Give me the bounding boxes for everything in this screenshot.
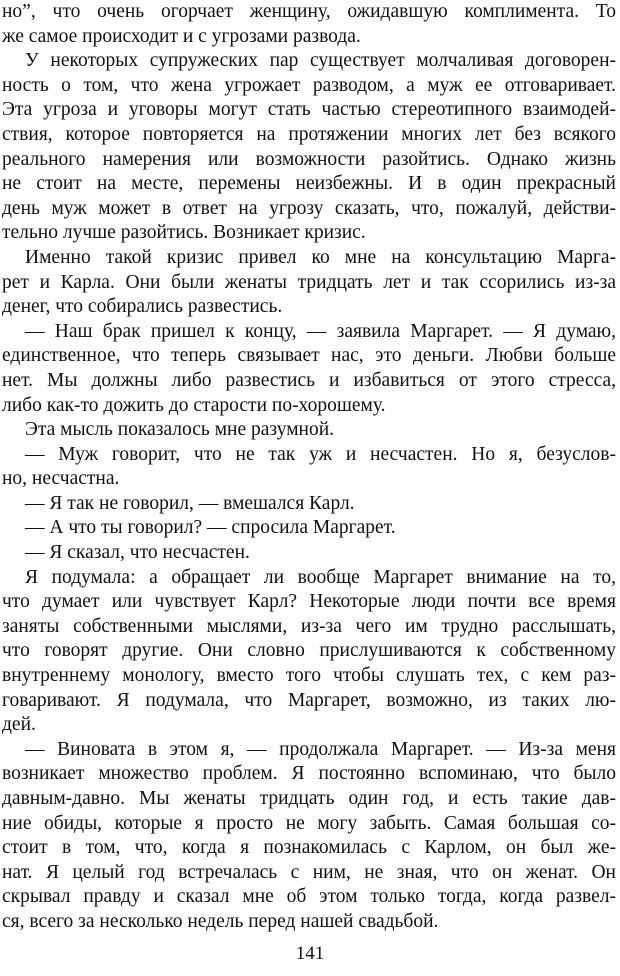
page-number: 141 xyxy=(295,943,325,964)
text-line: ся, всего за несколько недель перед нашей свадьбой. xyxy=(2,910,439,932)
text-line: скрывал правду и сказал мне об этом только тогда, когда развел- xyxy=(2,886,616,908)
text-line: внутреннему монологу, вместо того чтобы слушать тех, с кем раз- xyxy=(2,665,616,687)
text-line: денег, что собирались развестись. xyxy=(2,296,283,318)
text-line: — Наш брак пришел к концу, — заявила Маргарет. — Я думаю, xyxy=(25,320,616,342)
text-line: тельно лучше разойтись. Возникает кризис. xyxy=(2,222,366,244)
text-line: возникает множество проблем. Я постоянно вспоминаю, что было xyxy=(2,763,616,785)
text-line: рет и Карла. Они были женаты тридцать лет и так ссорились из-за xyxy=(2,271,616,293)
text-line: же самое происходит и с угрозами развода. xyxy=(2,25,361,47)
text-line: Именно такой кризис привел ко мне на консультацию Марга- xyxy=(25,246,616,268)
text-line: ность о том, что жена угрожает разводом, а муж ее отговаривает. xyxy=(2,74,616,96)
text-line: дей. xyxy=(2,714,36,736)
text-line: — Виновата в этом я, — продолжала Маргарет. — Из-за меня xyxy=(25,738,616,760)
text-line: единственное, что теперь связывает нас, это деньги. Любви больше xyxy=(2,345,616,367)
text-line: — Муж говорит, что не так уж и несчастен. Но я, безуслов- xyxy=(25,443,616,465)
body-text xyxy=(2,0,616,935)
text-line: нет. Мы должны либо развестись и избавиться от этого стресса, xyxy=(2,369,616,391)
text-line: заняты собственными мыслями, из-за чего им трудно расслышать, xyxy=(2,615,616,637)
text-line: Эта мысль показалось мне разумной. xyxy=(25,419,335,441)
text-line: ствия, которое повторяется на протяжении многих лет без всякого xyxy=(2,123,616,145)
text-line: — А что ты говорил? — спросила Маргарет. xyxy=(25,517,396,539)
text-line: говаривают. Я подумала, что Маргарет, возможно, из таких лю- xyxy=(2,689,616,711)
text-line: день муж может в ответ на угрозу сказать, что, пожалуй, действи- xyxy=(2,197,616,219)
text-line: нат. Я целый год встречалась с ним, не зная, что он женат. Он xyxy=(2,861,616,883)
text-line: что говорят другие. Они словно прислушиваются к собственному xyxy=(2,640,616,662)
text-line: но, несчастна. xyxy=(2,468,120,490)
text-line: реального намерения или возможности разойтись. Однако жизнь xyxy=(2,148,616,170)
text-line: Эта угроза и уговоры могут стать частью стереотипного взаимодей- xyxy=(2,99,616,121)
text-line: давным-давно. Мы женаты тридцать один год, и есть такие дав- xyxy=(2,788,616,809)
text-line: Я подумала: а обращает ли вообще Маргарет внимание на то, xyxy=(25,566,616,588)
text-line: не стоит на месте, перемены неизбежны. И в один прекрасный xyxy=(2,173,616,195)
text-line: ние обиды, которые я просто не могу забыть. Самая большая со- xyxy=(2,812,616,834)
text-line: — Я так не говорил, — вмешался Карл. xyxy=(25,492,355,514)
text-line: либо как-то дожить до старости по-хорошему. xyxy=(2,394,386,416)
text-line: что думает или чувствует Карл? Некоторые люди почти все время xyxy=(2,591,616,613)
text-line: У некоторых супружеских пар существует молчаливая договорен- xyxy=(25,50,616,72)
text-line: — Я сказал, что несчастен. xyxy=(25,542,250,564)
text-line: но”, что очень огорчает женщину, ожидавшую комплимента. То xyxy=(2,1,616,22)
text-line: стоит в том, что, когда я познакомилась с Карлом, он был же- xyxy=(2,837,616,859)
